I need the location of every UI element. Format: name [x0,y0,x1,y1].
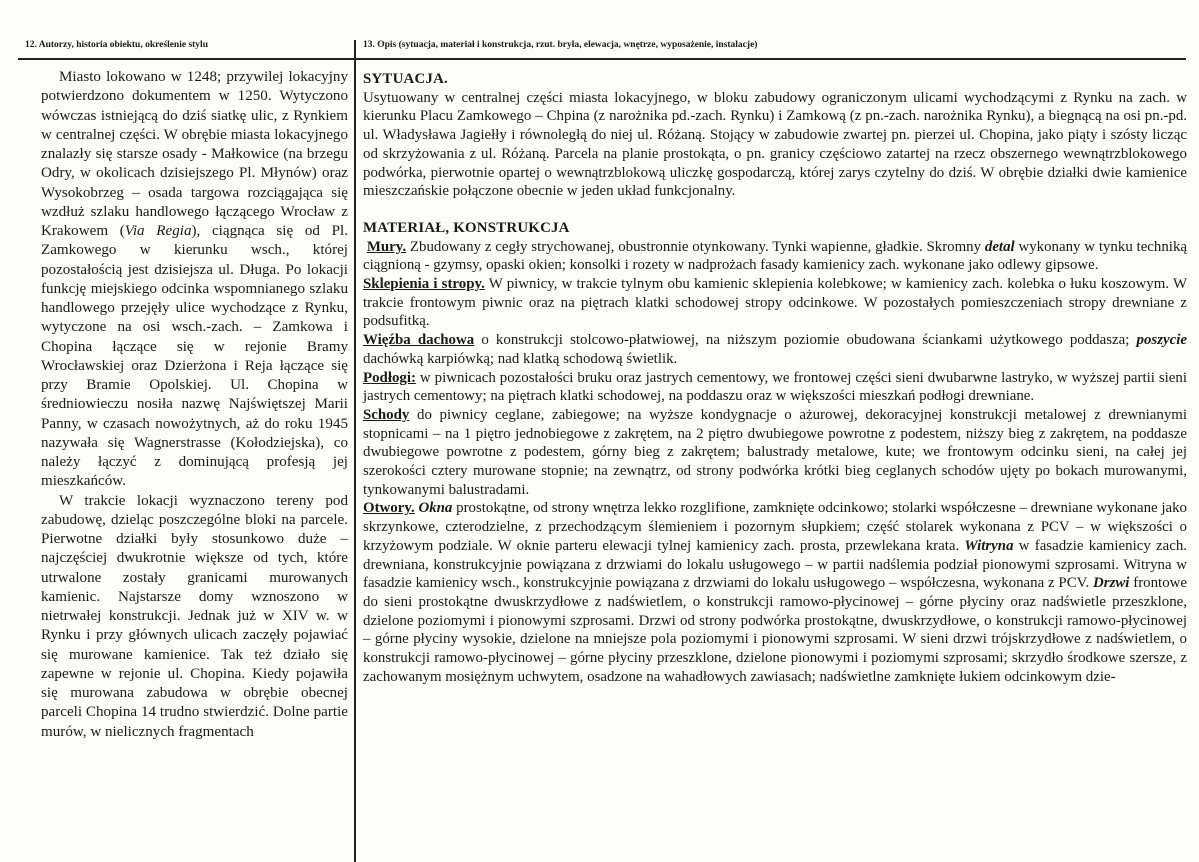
column-divider [354,40,356,862]
mury-label: Mury. [366,238,407,255]
sklepienia-paragraph [363,275,1187,331]
podlogi-text: w piwnicach pozostałości bruku oraz jastrych cementowy, we frontowej części sieni dwubarwne lastryko, w wyższej partii sieni jastrych cementowy; na piętrach klatki schodowej, na poddaszu oraz w większości mieszkań podłogi drewniane. [363,369,1187,405]
schody-label: Schody [363,406,410,423]
wiezba-label: Więźba dachowa [363,332,475,349]
otwory-text-b: w fasadzie kamienicy zach. drewniana, konstrukcyjnie powiązana z drzwiami do lokalu usługowego – w partii nadślemia podział pionowymi szprosami. Witryna w fasadzie kamienicy wsch., konstrukcyjnie powiązana z drzwiami do lokalu usługowego – współczesna, wykonana z PCV. [363,537,1188,592]
sklepienia-text: W piwnicy, w trakcie tylnym obu kamienic sklepienia kolebkowe; w kamienicy zach. kolebka o łuku koszowym. W trakcie frontowym piwnic oraz na piętrach klatki schodowej stropy odcinkowe. W pozostałych pomieszczeniach stropy drewniane z podsufitką. [363,276,1187,330]
history-column [41,68,348,742]
otwory-text-c: frontowe do sieni prostokątne dwuskrzydłowe z nadświetlem, o konstrukcji ramowo-płycinowej – górne płyciny oraz nadświetle przeszklone, dzielone poziomymi i pionowymi szprosami. Drzwi od strony podwórka prostokątne, dwuskrzydłowe, o konstrukcji ramowo-płycinowej – górne płyciny wysokie, dzielone na mniejsze pola poziomymi i pionowymi szprosami. W sieni drzwi trójskrzydłowe z nadświetlem, o konstrukcji ramowo-płycinowej – górne płyciny przeszklone, dzielone pionowymi i poziomymi szprosami; skrzydło środkowe szersze, z zachowanym mosiężnym uchwytem, osadzone na wahadłowych zawiasach; nadświetlne zamknięte łukiem odcinkowym dzie- [363,575,1187,685]
otwory-label: Otwory. [363,500,415,517]
mury-paragraph [363,238,1187,275]
history-p1-part-a: Miasto lokowano w 1248; przywilej lokacyjny potwierdzono dokumentem w 1250. Wytyczono wówczas istniejącą do dziś siatkę ulic, z Rynkiem w centralnej części. W obrębie miasta lokacyjnego znalazły się starsze osady - Małkowice (na brzegu Odry, w okolicach dzisiejszego Pl. Młynów) oraz Wysokobrzeg – osada targowa rozciągająca się wzdłuż szlaku handlowego łączącego Wrocław z Krakowem ( [41,69,348,239]
section-spacer [363,201,1187,219]
material-title: MATERIAŁ, KONSTRUKCJA [363,219,570,236]
section-12-header: 12. Autorzy, historia obiektu, określenie stylu [25,40,208,50]
schody-text: do piwnicy ceglane, zabiegowe; na wyższe kondygnacje o ażurowej, dekoracyjnej konstrukcji metalowej z drewnianymi stopnicami – na 1 piętro jednobiegowe z zakrętem, na 2 piętro dwubiegowe powrotne z podestem, niższy bieg z zakrętem, na poddasze dwubiegowe powrotne z podestem, górny bieg z zakrętem; balustrady metalowe, kute; we frontowym odcinku sieni, na całej jej szerokości cztery murowane stopnie; na zewnątrz, od strony podwórka krótki bieg ceglanych schodów ujęty po bokach murowanymi, tynkowanymi balustradami. [363,406,1187,498]
history-paragraph-1 [41,68,348,492]
mury-text-a: Zbudowany z cegły strychowanej, obustronnie otynkowany. Tynki wapienne, gładkie. Skromny [406,238,985,255]
via-regia-term: Via Regia [124,223,192,239]
sklepienia-label: Sklepienia i stropy. [363,276,485,293]
podlogi-paragraph [363,369,1187,406]
history-p1-part-b: ), ciągnąca się od Pl. Zamkowego w kierunku wsch., której pozostałością jest dzisiejsza ul. Długa. Po lokacji funkcję miejskiego odcinka wspomnianego szlaku handlowego przejęły ulice wychodzące z Rynku, wytyczone na osi wsch.-zach. – Zamkowa i Chopina łączące się w rejonie Bramy Wrocławskiej oraz Dzierżona i Reja łączące się przy Bramie Opolskiej. Ul. Chopina w średniowieczu nosiła nazwę Najświętszej Marii Panny, w czasach nowożytnych, aż do roku 1945 nazywała się Wagnerstrasse (Kołodziejska), co należy łączyć z dominującą profesją jej mieszkańców. [41,223,349,490]
schody-paragraph [363,406,1187,500]
otwory-paragraph [363,499,1187,686]
wiezba-text-b: dachówką karpiówką; nad klatką schodową świetlik. [363,350,678,367]
otwory-text-a: prostokątne, od strony wnętrza lekko rozglifione, zamknięte odcinkowo; stolarki współczesne – drewniane wykonane jako skrzynkowe, czterodzielne, z przechodzącym ślemieniem i pozornym słupkiem; część stolarek wykonana z PCV – w większości o krzyżowym podziale. W oknie parteru elewacji tylnej kamienicy zach. prosta, przewlekana krata. [363,500,1187,554]
drzwi-term: Drzwi [1093,575,1130,592]
wiezba-paragraph [363,331,1187,368]
mury-text-b: wykonany w tynku techniką ciągnioną - gzymsy, opaski okien; konsolki i rozety w nadprożach fasady kamienicy zach. wykonane jako odlewy gipsowe. [363,238,1187,274]
description-column [363,70,1187,687]
wiezba-poszycie: poszycie [1136,332,1187,349]
sytuacja-title: SYTUACJA. [363,71,448,87]
history-paragraph-2: W trakcie lokacji wyznaczono tereny pod zabudowę, dzieląc poszczególne bloki na parcele. Pierwotne działki były stosunkowo duże – najczęściej dwukrotnie większe od tych, które utrwalone zostały granicami murowanych kamienic. Najstarsze domy wznoszono w nietrwałej konstrukcji. Jednak już w XIV w. w Rynku i przy głównych ulicach zaczęły pojawiać się murowane kamienice. Tak też działo się zapewne w rejonie ul. Chopina. Kiedy pojawiła się murowana zabudowa w obrębie obecnej parceli Chopina 14 trudno stwierdzić. Dolne partie murów, w nielicznych fragmentach [41,492,348,740]
okna-term: Okna [418,500,453,517]
podlogi-label: Podłogi: [363,369,416,386]
section-13-header: 13. Opis (sytuacja, materiał i konstrukcja, rzut. bryła, elewacja, wnętrze, wyposażenie, instalacje) [363,40,758,50]
witryna-term: Witryna [964,537,1014,554]
top-rule [18,58,1186,60]
mury-detal: detal [984,238,1015,255]
sytuacja-text: Usytuowany w centralnej części miasta lokacyjnego, w bloku zabudowy ograniczonym ulicami wychodzącymi z Rynku na zach. w kierunku Placu Zamkowego – Chpina (z narożnika pd.-zach. Rynku) i Zamkową (z pn.-zach. narożnika Rynku), a biegnącą na osi pn.-pd. ul. Władysława Jagiełły i równoległą do niej ul. Różaną. Stojący w zabudowie zwartej pn. pierzei ul. Chopina, jako piąty i szósty licząc od skrzyżowania z ul. Różaną. Parcela na planie prostokąta, o pn. granicy częściowo zatartej na rzecz obszernego wewnątrzblokowego podwórka, pierwotnie opartej o wewnątrzblokową uliczkę gospodarczą, której zarys czytelny do dziś. W obrębie działki dwie kamienice mieszczańskie połączone obecnie w jeden układ funkcjonalny. [363,89,1187,200]
wiezba-text-a: o konstrukcji stolcowo-płatwiowej, na niższym poziomie obudowana ściankami użytkowego poddasza; [474,332,1137,349]
